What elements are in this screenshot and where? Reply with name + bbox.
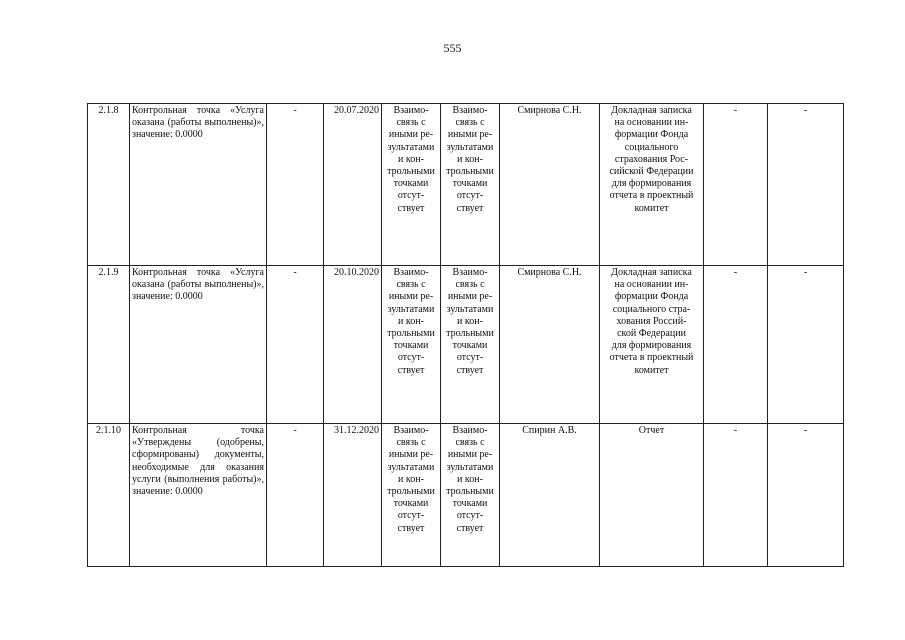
table-row	[88, 104, 844, 266]
relation-cell: Взаимо- связь с иными ре- зультатами и кон- трольными точками отсут- ствует	[441, 424, 500, 567]
cell-dash: -	[768, 104, 844, 266]
checkpoint-table	[87, 103, 844, 567]
checkpoint-name: Контрольная точка «Услуга оказана (работы выполнены)», значение: 0.0000	[130, 104, 267, 266]
checkpoint-date: 20.07.2020	[324, 104, 382, 266]
document-cell: Докладная записка на основании ин- формации Фонда социального страхования Рос- сийской Федерации для формирования отчета в проектный комитет	[600, 104, 704, 266]
row-number: 2.1.9	[88, 266, 130, 424]
document-cell: Докладная записка на основании ин- формации Фонда социального стра- хования Россий- ской Федерации для формирования отчета в проектный комитет	[600, 266, 704, 424]
cell-dash: -	[267, 104, 324, 266]
document-cell: Отчет	[600, 424, 704, 567]
checkpoint-name: Контрольная точка «Услуга оказана (работы выполнены)», значение: 0.0000	[130, 266, 267, 424]
cell-dash: -	[704, 266, 768, 424]
relation-cell: Взаимо- связь с иными ре- зультатами и кон- трольными точками отсут- ствует	[441, 104, 500, 266]
cell-dash: -	[267, 266, 324, 424]
checkpoint-date: 20.10.2020	[324, 266, 382, 424]
cell-dash: -	[704, 104, 768, 266]
page-number: 555	[443, 41, 462, 55]
responsible-person: Смирнова С.Н.	[500, 104, 600, 266]
responsible-person: Смирнова С.Н.	[500, 266, 600, 424]
table-row	[88, 266, 844, 424]
relation-cell: Взаимо- связь с иными ре- зультатами и кон- трольными точками отсут- ствует	[382, 266, 441, 424]
cell-dash: -	[768, 424, 844, 567]
checkpoint-name: Контрольная точка «Утверждены (одобрены, сформированы) документы, необходимые для оказания услуги (выполнения работы)», значение: 0.0000	[130, 424, 267, 567]
checkpoint-date: 31.12.2020	[324, 424, 382, 567]
relation-cell: Взаимо- связь с иными ре- зультатами и кон- трольными точками отсут- ствует	[382, 424, 441, 567]
relation-cell: Взаимо- связь с иными ре- зультатами и кон- трольными точками отсут- ствует	[382, 104, 441, 266]
table-row	[88, 424, 844, 567]
cell-dash: -	[768, 266, 844, 424]
row-number: 2.1.8	[88, 104, 130, 266]
responsible-person: Спирин А.В.	[500, 424, 600, 567]
row-number: 2.1.10	[88, 424, 130, 567]
relation-cell: Взаимо- связь с иными ре- зультатами и кон- трольными точками отсут- ствует	[441, 266, 500, 424]
cell-dash: -	[704, 424, 768, 567]
cell-dash: -	[267, 424, 324, 567]
